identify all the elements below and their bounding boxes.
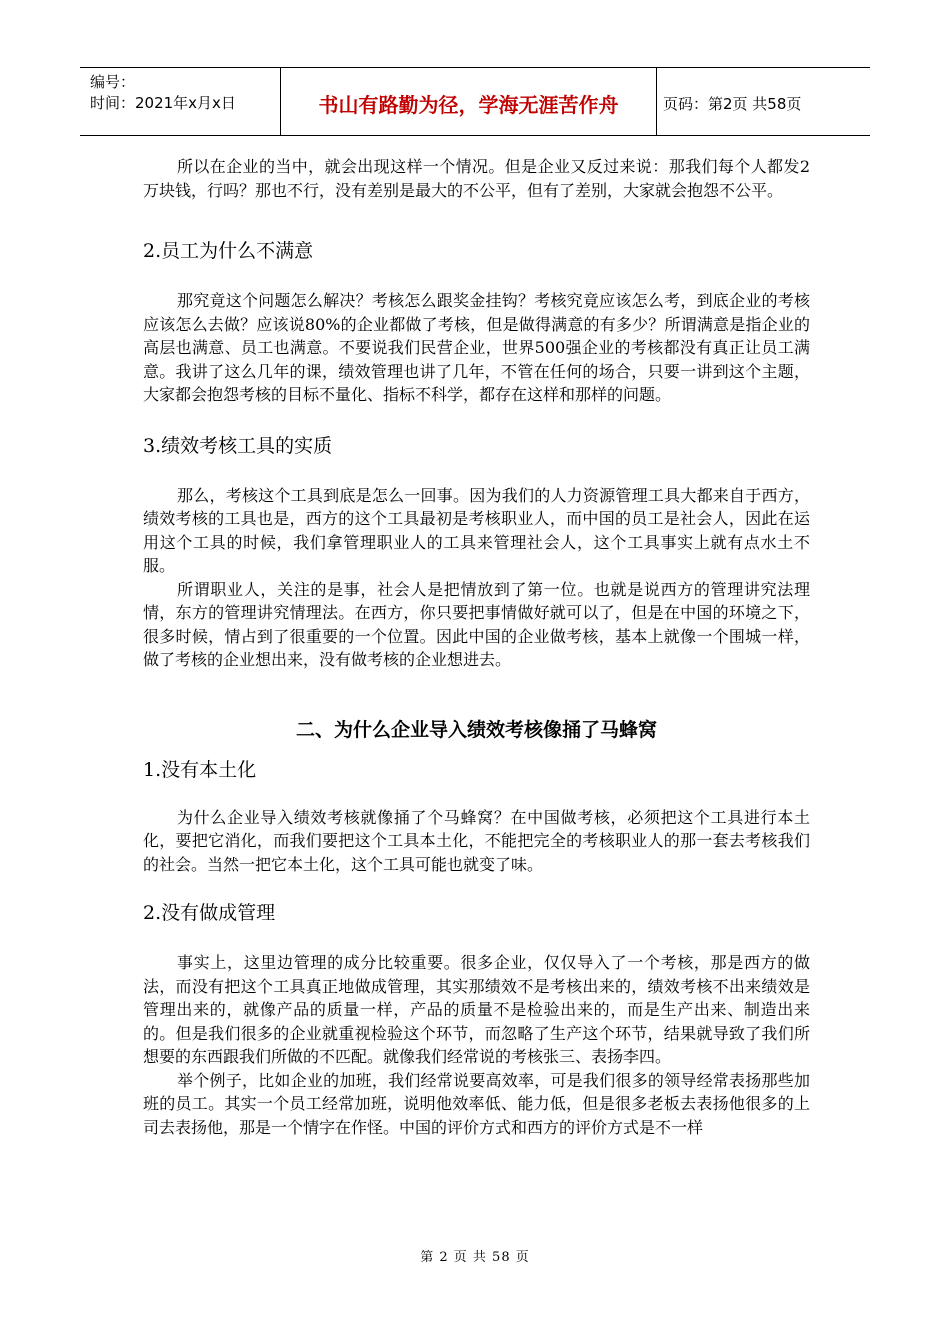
- header-meta-cell: [80, 68, 281, 135]
- page-footer: 第 2 页 共 58 页: [420, 1250, 530, 1265]
- subheading-s2: 2.没有做成管理: [143, 902, 276, 924]
- document-header: [80, 67, 870, 136]
- date-line: 时间：2021年x月x日: [90, 94, 236, 112]
- section-title: 二、为什么企业导入绩效考核像捅了马蜂窝: [295, 718, 657, 741]
- serial-label: 编号：: [90, 73, 136, 91]
- paragraph-6: 事实上，这里边管理的成分比较重要。很多企业，仅仅导入了一个考核，那是西方的做法，而没有把这个工具真正地做成管理，其实那绩效不是考核出来的，绩效考核不出来绩效是管理出来的，就像产品的质量一样，产品的质量不是检验出来的，而是生产出来、制造出来的。但是我们很多的企业就重视检验这个环节，而忽略了生产这个环节，结果就导致了我们所想要的东西跟我们所做的不匹配。就像我们经常说的考核张三、表扬李四。: [143, 953, 810, 1066]
- document-body: [143, 155, 810, 1139]
- paragraph-7: 举个例子，比如企业的加班，我们经常说要高效率，可是我们很多的领导经常表扬那些加班的员工。其实一个员工经常加班，说明他效率低、能力低，但是很多老板去表扬他很多的上司去表扬他，那是一个情字在作怪。中国的评价方式和西方的评价方式是不一样: [143, 1070, 810, 1137]
- subheading-2: 2.员工为什么不满意: [143, 240, 314, 262]
- paragraph-1: 所以在企业的当中，就会出现这样一个情况。但是企业又反过来说：那我们每个人都发2万块钱，行吗？那也不行，没有差别是最大的不公平，但有了差别，大家就会抱怨不公平。: [143, 157, 810, 200]
- header-motto: 书山有路勤为径，学海无涯苦作舟: [281, 68, 657, 135]
- paragraph-5: 为什么企业导入绩效考核就像捅了个马蜂窝？在中国做考核，必须把这个工具进行本土化，要把它消化，而我们要把这个工具本土化，不能把完全的考核职业人的那一套去考核我们的社会。当然一把它本土化，这个工具可能也就变了味。: [143, 807, 810, 874]
- subheading-s1: 1.没有本土化: [143, 758, 257, 781]
- paragraph-2: 那究竟这个问题怎么解决？考核怎么跟奖金挂钩？考核究竟应该怎么考，到底企业的考核应该怎么去做？应该说80%的企业都做了考核，但是做得满意的有多少？所谓满意是指企业的高层也满意、员工也满意。不要说我们民营企业，世界500强企业的考核都没有真正让员工满意。我讲了这么几年的课，绩效管理也讲了几年，不管在任何的场合，只要一讲到这个主题，大家都会抱怨考核的目标不量化、指标不科学，都存在这样和那样的问题。: [143, 291, 810, 404]
- paragraph-4: 所谓职业人，关注的是事，社会人是把情放到了第一位。也就是说西方的管理讲究法理情，东方的管理讲究情理法。在西方，你只要把事情做好就可以了，但是在中国的环境之下，很多时候，情占到了很重要的一个位置。因此中国的企业做考核，基本上就像一个围城一样，做了考核的企业想出来，没有做考核的企业想进去。: [143, 579, 810, 669]
- header-page-info: 页码：第2页 共58页: [663, 94, 802, 113]
- paragraph-3: 那么，考核这个工具到底是怎么一回事。因为我们的人力资源管理工具大都来自于西方，绩效考核的工具也是，西方的这个工具最初是考核职业人，而中国的员工是社会人，因此在运用这个工具的时候，我们拿管理职业人的工具来管理社会人，这个工具事实上就有点水土不服。: [143, 485, 810, 575]
- subheading-3: 3.绩效考核工具的实质: [143, 434, 333, 457]
